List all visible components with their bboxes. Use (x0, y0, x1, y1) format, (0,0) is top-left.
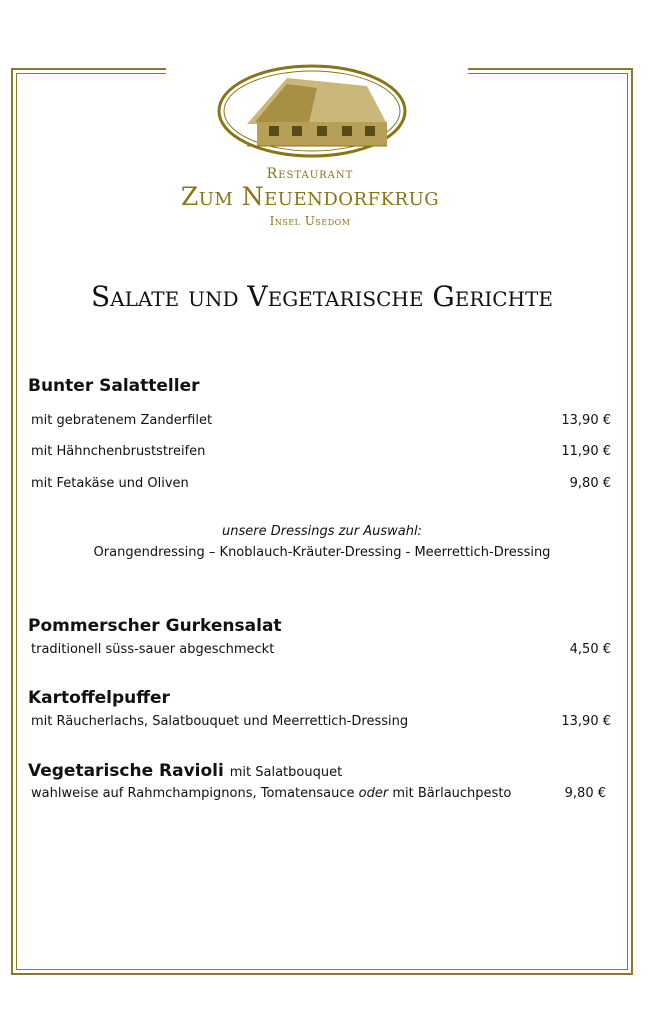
item-description (31, 786, 511, 801)
item-description-part: wahlweise auf Rahmchampignons, Tomatensauce (31, 786, 355, 801)
item-price: 13,90 € (561, 413, 611, 428)
dressings-list: Orangendressing – Knoblauch-Kräuter-Dressing - Meerrettich-Dressing (93, 545, 551, 560)
restaurant-location: Insel Usedom (269, 214, 351, 228)
page-title: Salate und Vegetarische Gerichte (91, 280, 553, 313)
restaurant-logo (217, 64, 407, 158)
section-title-main: Vegetarische Ravioli (28, 761, 224, 781)
item-description: traditionell süss-sauer abgeschmeckt (31, 642, 275, 657)
restaurant-label: Restaurant (266, 166, 354, 182)
section-title: Kartoffelpuffer (28, 688, 170, 708)
menu-item (31, 642, 611, 657)
item-description: mit Fetakäse und Oliven (31, 476, 189, 491)
item-description: mit Hähnchenbruststreifen (31, 444, 206, 459)
restaurant-name: Zum Neuendorfkrug (180, 182, 440, 211)
item-price: 11,90 € (561, 444, 611, 459)
item-price: 13,90 € (561, 714, 611, 729)
item-description: mit Räucherlachs, Salatbouquet und Meerrettich-Dressing (31, 714, 409, 729)
dressings-heading: unsere Dressings zur Auswahl: (222, 524, 422, 539)
item-price: 9,80 € (569, 476, 611, 491)
item-description-part: mit Bärlauchpesto (392, 786, 512, 801)
item-price: 9,80 € (564, 786, 606, 801)
menu-item (31, 476, 611, 491)
section-title (28, 761, 342, 781)
menu-item (31, 786, 606, 801)
menu-item (31, 413, 611, 428)
section-subtitle: mit Salatbouquet (229, 765, 343, 780)
section-title: Pommerscher Gurkensalat (28, 616, 282, 636)
section-title: Bunter Salatteller (28, 376, 200, 396)
item-description-or: oder (358, 786, 389, 801)
menu-item (31, 714, 611, 729)
menu-item (31, 444, 611, 459)
item-description: mit gebratenem Zanderfilet (31, 413, 213, 428)
item-price: 4,50 € (569, 642, 611, 657)
